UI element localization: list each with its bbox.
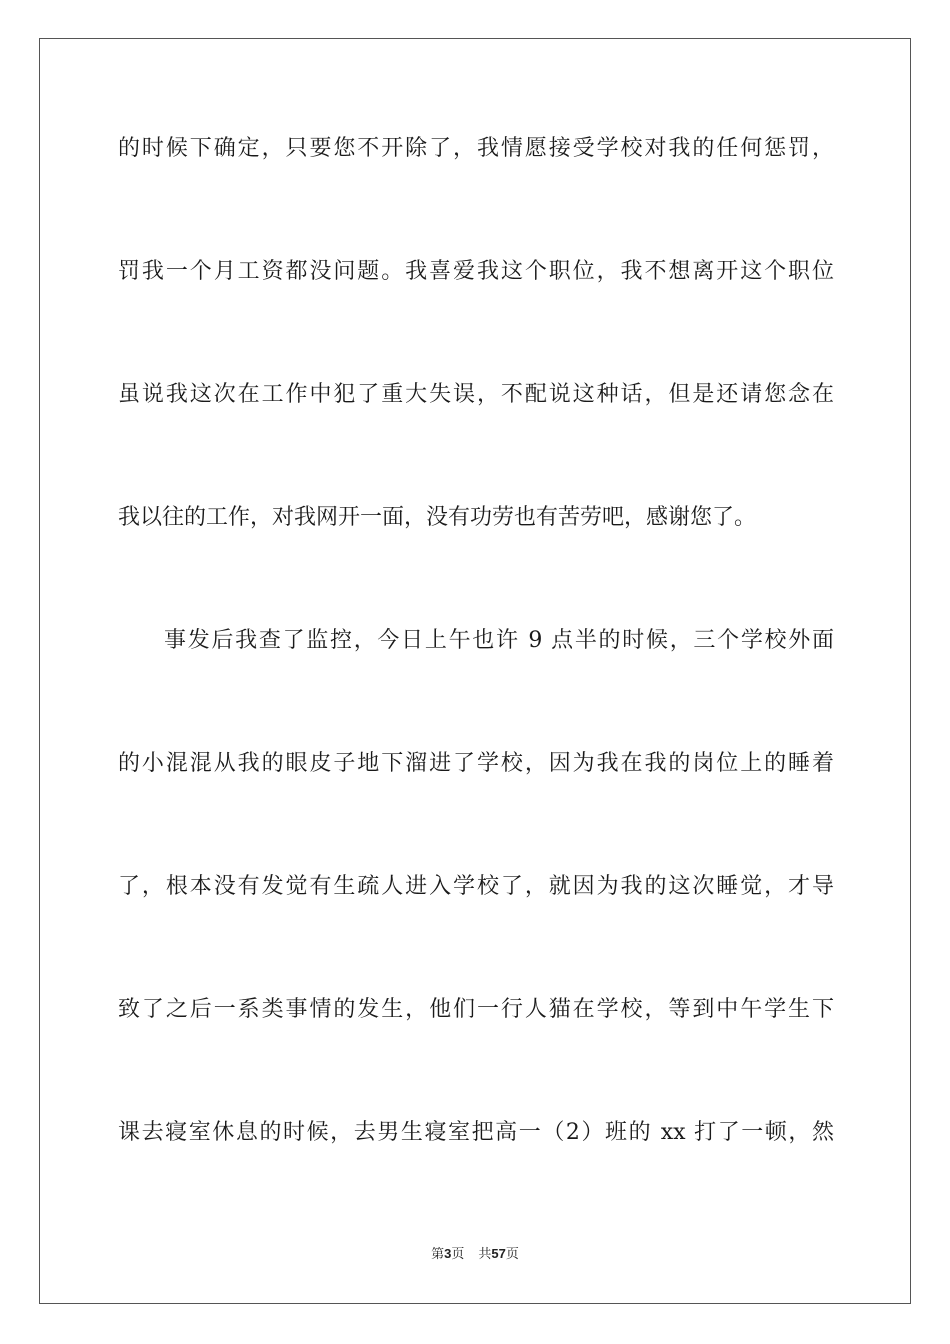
page-suffix: 页 [451,1247,465,1262]
text-line-1: 的时候下确定，只要您不开除了，我情愿接受学校对我的任何惩罚， [118,136,834,161]
page-current: 3 [444,1246,452,1261]
page-border [39,38,911,1304]
text-line-7: 了，根本没有发觉有生疏人进入学校了，就因为我的这次睡觉，才导 [118,874,834,899]
page-total: 57 [491,1246,506,1261]
text-line-3: 虽说我这次在工作中犯了重大失误，不配说这种话，但是还请您念在 [118,382,834,407]
total-prefix: 共 [478,1247,492,1262]
text-line-9: 课去寝室休息的时候，去男生寝室把高一（2）班的 xx 打了一顿，然 [118,1120,834,1145]
page-footer [0,1245,950,1264]
text-line-6: 的小混混从我的眼皮子地下溜进了学校，因为我在我的岗位上的睡着 [118,751,834,776]
text-line-5: 事发后我查了监控，今日上午也许 9 点半的时候，三个学校外面 [164,628,834,653]
text-line-2: 罚我一个月工资都没问题。我喜爱我这个职位，我不想离开这个职位 [118,259,834,284]
text-line-4: 我以往的工作，对我网开一面，没有功劳也有苦劳吧，感谢您了。 [118,505,757,530]
total-suffix: 页 [505,1247,519,1262]
page-prefix: 第 [431,1247,445,1262]
text-line-8: 致了之后一系类事情的发生，他们一行人猫在学校，等到中午学生下 [118,997,834,1022]
